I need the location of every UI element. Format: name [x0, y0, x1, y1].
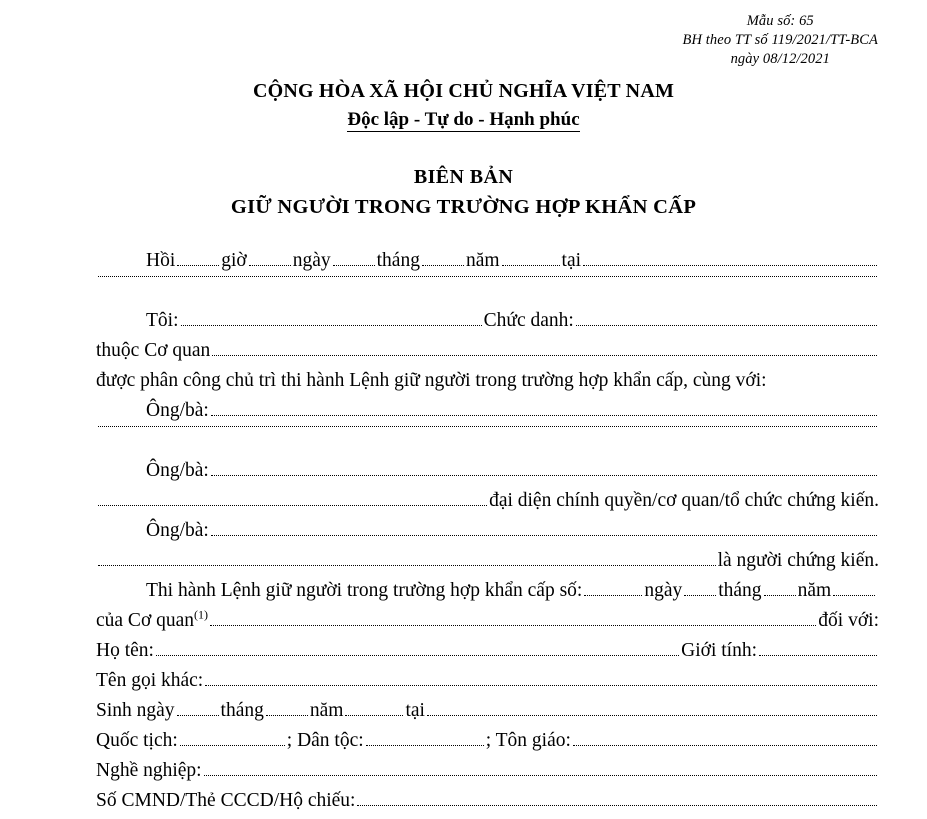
page-title [0, 163, 927, 221]
input-ten-goi-khac[interactable] [205, 685, 877, 686]
label-doi-voi: đối với: [818, 610, 879, 631]
input-toi-name[interactable] [181, 325, 482, 326]
input-nam[interactable] [502, 265, 560, 266]
country-motto-text: Độc lập - Tự do - Hạnh phúc [347, 109, 580, 130]
label-ong-ba-1: Ông/bà: [146, 400, 209, 421]
input-order-number[interactable] [584, 595, 642, 596]
input-ong-ba-3[interactable] [211, 535, 877, 536]
label-quoc-tich: Quốc tịch: [96, 730, 178, 751]
input-tai[interactable] [583, 265, 877, 266]
input-sinh-ngay[interactable] [177, 715, 219, 716]
text-witness: là người chứng kiến. [717, 550, 879, 571]
document-title-line2: GIỮ NGƯỜI TRONG TRƯỜNG HỢP KHẨN CẤP [230, 196, 697, 218]
input-cmnd[interactable] [357, 805, 877, 806]
country-title: CỘNG HÒA XÃ HỘI CHỦ NGHĨA VIỆT NAM [252, 80, 675, 102]
input-dan-toc[interactable] [366, 745, 484, 746]
field-row-ongba-1-continuation [96, 426, 879, 456]
input-ngay[interactable] [333, 265, 375, 266]
field-row-witness [96, 546, 879, 576]
footnote-marker-1: (1) [194, 607, 209, 622]
field-row-datetime [96, 246, 879, 276]
label-execute-order: Thi hành Lệnh giữ người trong trường hợp khẩn cấp số: [146, 580, 583, 601]
field-row-ongba-1 [96, 396, 879, 426]
text-assignment: được phân công chủ trì thi hành Lệnh giữ người trong trường hợp khẩn cấp, cùng với: [96, 370, 767, 391]
input-gio-phut[interactable] [249, 265, 291, 266]
input-order-thang[interactable] [764, 595, 796, 596]
label-chuc-danh: Chức danh: [483, 310, 574, 331]
field-row-ongba-3 [96, 516, 879, 546]
field-row-assignment [96, 366, 879, 396]
field-row-ho-ten [96, 636, 879, 666]
input-sinh-tai[interactable] [427, 715, 877, 716]
label-tai: tại [561, 250, 582, 271]
field-row-quoc-tich [96, 726, 879, 756]
label-cua-co-quan-text: của Cơ quan [96, 610, 195, 631]
input-order-ngay[interactable] [684, 595, 716, 596]
label-sinh-thang: tháng [220, 700, 264, 721]
input-ho-ten[interactable] [156, 655, 679, 656]
field-row-ongba-2 [96, 456, 879, 486]
label-order-nam: năm [797, 580, 832, 601]
label-sinh-nam: năm [309, 700, 344, 721]
input-order-nam[interactable] [833, 595, 875, 596]
label-toi: Tôi: [146, 310, 179, 331]
input-thuoc-co-quan[interactable] [212, 355, 877, 356]
field-row-nghe-nghiep [96, 756, 879, 786]
input-nghe-nghiep[interactable] [204, 775, 877, 776]
input-ong-ba-1-continued[interactable] [98, 426, 877, 427]
label-nam: năm [465, 250, 500, 271]
field-row-cua-co-quan [96, 606, 879, 636]
field-row-witness-rep [96, 486, 879, 516]
label-gioi-tinh: Giới tính: [681, 640, 757, 661]
label-nghe-nghiep: Nghề nghiệp: [96, 760, 202, 781]
field-row-ten-goi-khac [96, 666, 879, 696]
input-quoc-tich[interactable] [180, 745, 285, 746]
input-chuc-danh[interactable] [576, 325, 877, 326]
label-cua-co-quan [96, 606, 208, 636]
input-tai-continued[interactable] [98, 276, 877, 277]
label-sinh-tai: tại [405, 700, 425, 721]
form-code-line1: Mẫu số: 65 [746, 13, 814, 29]
input-sinh-thang[interactable] [266, 715, 308, 716]
label-gio: giờ [221, 250, 247, 271]
input-hoi-gio[interactable] [177, 265, 219, 266]
input-ong-ba-2[interactable] [211, 475, 877, 476]
label-order-thang: tháng [718, 580, 762, 601]
label-sinh-ngay: Sinh ngày [96, 700, 175, 721]
input-ong-ba-1[interactable] [211, 415, 877, 416]
text-witness-representative: đại diện chính quyền/cơ quan/tổ chức chứng kiến. [489, 490, 879, 511]
label-ton-giao: ; Tôn giáo: [485, 730, 571, 751]
input-ong-ba-2-continued[interactable] [98, 505, 487, 506]
field-row-tai-continuation [96, 276, 879, 306]
label-ten-goi-khac: Tên gọi khác: [96, 670, 204, 691]
label-hoi: Hồi [146, 250, 176, 271]
field-row-toi [96, 306, 879, 336]
label-ho-ten: Họ tên: [96, 640, 154, 661]
field-row-execute-order [96, 576, 879, 606]
national-heading [0, 78, 927, 133]
input-cua-co-quan[interactable] [210, 625, 816, 626]
form-code-block [683, 12, 878, 69]
document-title-line1: BIÊN BẢN [413, 166, 514, 188]
label-order-ngay: ngày [644, 580, 683, 601]
label-dan-toc: ; Dân tộc: [286, 730, 364, 751]
field-row-sinh-ngay [96, 696, 879, 726]
form-code-line3: ngày 08/12/2021 [730, 51, 830, 67]
input-ong-ba-3-continued[interactable] [98, 565, 716, 566]
input-gioi-tinh[interactable] [759, 655, 877, 656]
input-sinh-nam[interactable] [345, 715, 403, 716]
label-ong-ba-2: Ông/bà: [146, 460, 209, 481]
label-thang: tháng [376, 250, 420, 271]
country-motto [0, 107, 927, 133]
label-ngay: ngày [292, 250, 331, 271]
label-thuoc-co-quan: thuộc Cơ quan [96, 340, 211, 361]
form-code-line2: BH theo TT số 119/2021/TT-BCA [682, 32, 878, 48]
label-cmnd: Số CMND/Thẻ CCCD/Hộ chiếu: [96, 790, 356, 811]
field-row-co-quan [96, 336, 879, 366]
input-thang[interactable] [422, 265, 464, 266]
input-ton-giao[interactable] [573, 745, 877, 746]
field-row-cmnd [96, 786, 879, 816]
form-body [96, 246, 879, 816]
label-ong-ba-3: Ông/bà: [146, 520, 209, 541]
